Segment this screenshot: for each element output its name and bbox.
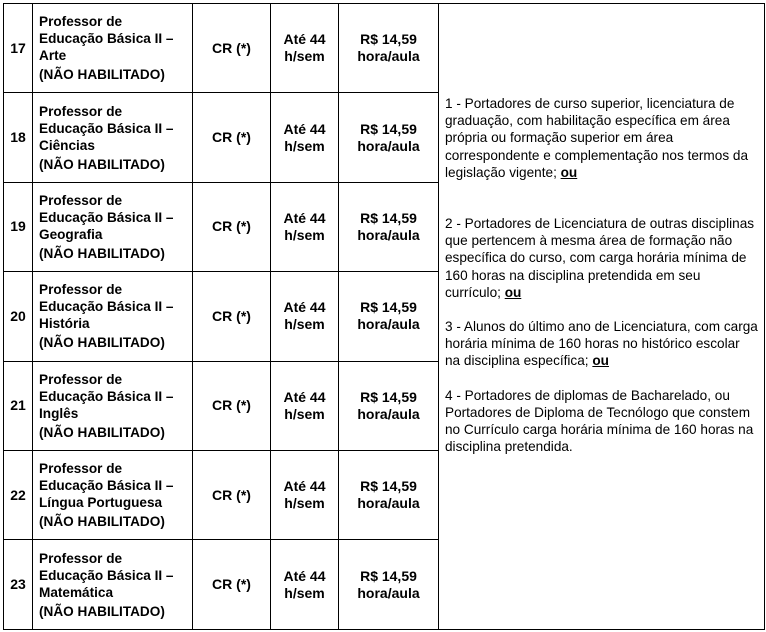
position-cell (33, 272, 193, 361)
workload-value: Até 44 (283, 209, 326, 226)
position-title: Professor de (39, 14, 123, 30)
row-number: 19 (4, 182, 33, 271)
workload-value: Até 44 (283, 299, 326, 316)
salary-cell (339, 182, 439, 271)
salary-value: R$ 14,59 (360, 567, 417, 584)
position-title-line2: Educação Básica II – (39, 31, 174, 47)
or-connector: ou (592, 353, 609, 369)
workload-value: Até 44 (283, 478, 326, 495)
salary-cell (339, 272, 439, 361)
vacancies-cell: CR (*) (193, 540, 271, 629)
row-number: 17 (4, 4, 33, 93)
workload-unit: h/sem (284, 405, 325, 422)
workload-cell (271, 93, 339, 182)
salary-unit: hora/aula (357, 495, 420, 512)
position-subject: Arte (39, 48, 67, 64)
salary-value: R$ 14,59 (360, 209, 417, 226)
position-title-line2: Educação Básica II – (39, 388, 174, 404)
salary-unit: hora/aula (357, 316, 420, 333)
workload-unit: h/sem (284, 48, 325, 65)
vacancies-cell: CR (*) (193, 450, 271, 539)
vacancies-cell: CR (*) (193, 272, 271, 361)
position-title: Professor de (39, 282, 123, 298)
position-note: (NÃO HABILITADO) (39, 245, 165, 261)
position-title-line2: Educação Básica II – (39, 209, 174, 225)
vacancies-cell: CR (*) (193, 4, 271, 93)
workload-value: Até 44 (283, 388, 326, 405)
salary-cell (339, 93, 439, 182)
vacancies-cell: CR (*) (193, 93, 271, 182)
salary-unit: hora/aula (357, 226, 420, 243)
requirement-4: 4 - Portadores de diplomas de Bacharelado, ou Portadores de Diploma de Tecnólogo que constem no Currículo carga horária mínima de 160 horas na disciplina pretendida. (445, 387, 754, 455)
requirements-cell (439, 4, 765, 630)
salary-value: R$ 14,59 (360, 478, 417, 495)
salary-cell (339, 450, 439, 539)
salary-unit: hora/aula (357, 137, 420, 154)
requirement-2: 2 - Portadores de Licenciatura de outras disciplinas que pertencem à mesma área de formação não específica do curso, com carga horária mínima de 160 horas na disciplina pretendida em seu currículo; ou (445, 216, 755, 300)
salary-unit: hora/aula (357, 48, 420, 65)
position-cell (33, 93, 193, 182)
position-title: Professor de (39, 371, 123, 387)
salary-value: R$ 14,59 (360, 31, 417, 48)
position-subject: Língua Portuguesa (39, 495, 163, 511)
position-subject: Inglês (39, 405, 79, 421)
position-title: Professor de (39, 461, 123, 477)
salary-cell (339, 540, 439, 629)
row-number: 21 (4, 361, 33, 450)
vacancies-cell: CR (*) (193, 182, 271, 271)
salary-value: R$ 14,59 (360, 299, 417, 316)
position-note: (NÃO HABILITADO) (39, 424, 165, 440)
workload-value: Até 44 (283, 120, 326, 137)
requirement-3: 3 - Alunos do último ano de Licenciatura, com carga horária mínima de 160 horas no histórico escolar na disciplina específica; ou (445, 319, 758, 369)
position-cell (33, 182, 193, 271)
workload-cell (271, 182, 339, 271)
position-title-line2: Educação Básica II – (39, 478, 174, 494)
workload-unit: h/sem (284, 316, 325, 333)
workload-cell (271, 540, 339, 629)
salary-cell (339, 4, 439, 93)
position-subject: Geografia (39, 226, 103, 242)
workload-cell (271, 272, 339, 361)
position-note: (NÃO HABILITADO) (39, 67, 165, 83)
row-number: 20 (4, 272, 33, 361)
or-connector: ou (560, 164, 578, 180)
position-cell (33, 450, 193, 539)
position-note: (NÃO HABILITADO) (39, 514, 165, 530)
position-title: Professor de (39, 550, 123, 566)
position-title-line2: Educação Básica II – (39, 299, 174, 315)
position-note: (NÃO HABILITADO) (39, 603, 165, 619)
salary-unit: hora/aula (357, 584, 420, 601)
position-cell (33, 540, 193, 629)
position-cell (33, 4, 193, 93)
position-subject: História (39, 316, 90, 332)
or-connector: ou (504, 284, 522, 300)
position-note: (NÃO HABILITADO) (39, 335, 165, 351)
position-subject: Matemática (39, 584, 114, 600)
position-title: Professor de (39, 192, 123, 208)
table-row (4, 4, 765, 93)
workload-cell (271, 361, 339, 450)
workload-value: Até 44 (283, 31, 326, 48)
workload-unit: h/sem (284, 495, 325, 512)
position-title-line2: Educação Básica II – (39, 120, 174, 136)
row-number: 18 (4, 93, 33, 182)
position-subject: Ciências (39, 137, 95, 153)
workload-cell (271, 450, 339, 539)
row-number: 23 (4, 540, 33, 629)
workload-cell (271, 4, 339, 93)
vacancies-cell: CR (*) (193, 361, 271, 450)
salary-cell (339, 361, 439, 450)
positions-table (3, 3, 765, 630)
position-title-line2: Educação Básica II – (39, 567, 174, 583)
workload-unit: h/sem (284, 226, 325, 243)
position-cell (33, 361, 193, 450)
workload-unit: h/sem (284, 137, 325, 154)
salary-value: R$ 14,59 (360, 120, 417, 137)
salary-value: R$ 14,59 (360, 388, 417, 405)
salary-unit: hora/aula (357, 405, 420, 422)
position-note: (NÃO HABILITADO) (39, 156, 165, 172)
workload-unit: h/sem (284, 584, 325, 601)
row-number: 22 (4, 450, 33, 539)
position-title: Professor de (39, 103, 123, 119)
requirement-1: 1 - Portadores de curso superior, licenciatura de graduação, com habilitação específica em área própria ou formação superior em área correspondente e complementação nos termos da legislação vigente; ou (445, 96, 749, 180)
workload-value: Até 44 (283, 567, 326, 584)
